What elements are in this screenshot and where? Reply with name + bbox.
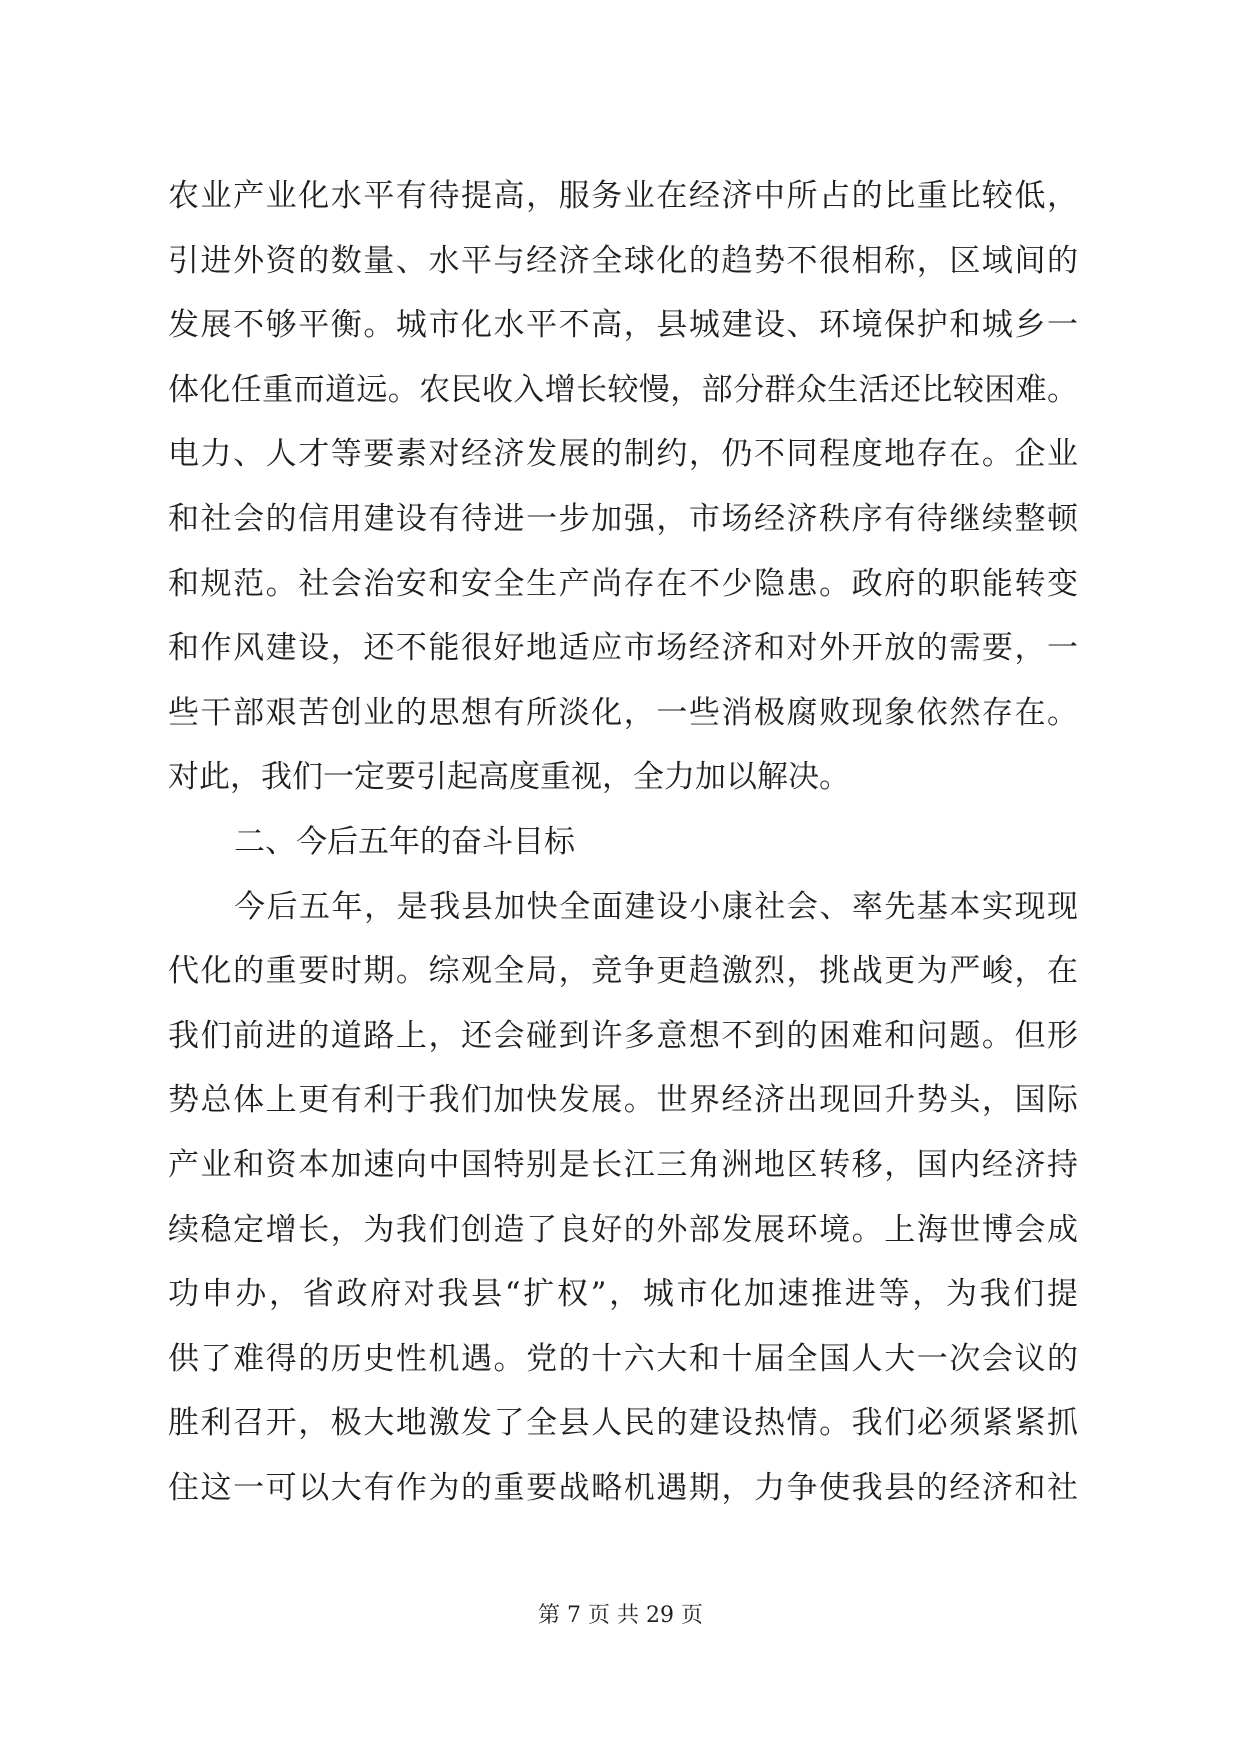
section-heading: 二、今后五年的奋斗目标: [234, 823, 575, 860]
body-line-4: 体化任重而道远。农民收入增长较慢，部分群众生活还比较困难。: [168, 371, 1078, 408]
body-line-2: 引进外资的数量、水平与经济全球化的趋势不很相称，区域间的: [168, 242, 1078, 279]
body-line-1: 农业产业化水平有待提高，服务业在经济中所占的比重比较低，: [168, 178, 1078, 214]
para2-line-9: 胜利召开，极大地激发了全县人民的建设热情。我们必须紧紧抓: [168, 1405, 1078, 1442]
para2-line-3: 我们前进的道路上，还会碰到许多意想不到的困难和问题。但形: [168, 1017, 1078, 1054]
body-line-9: 些干部艰苦创业的思想有所淡化，一些消极腐败现象依然存在。: [168, 694, 1078, 731]
para2-line-4: 势总体上更有利于我们加快发展。世界经济出现回升势头，国际: [168, 1082, 1078, 1119]
para2-line-8: 供了难得的历史性机遇。党的十六大和十届全国人大一次会议的: [168, 1340, 1078, 1377]
body-line-3: 发展不够平衡。城市化水平不高，县城建设、环境保护和城乡一: [168, 307, 1078, 344]
para2-line-1: 今后五年，是我县加快全面建设小康社会、率先基本实现现: [234, 888, 1078, 925]
page-number-footer: 第 7 页 共 29 页: [538, 1603, 703, 1628]
para2-line-7: 功申办，省政府对我县“扩权”，城市化加速推进等，为我们提: [168, 1276, 1078, 1313]
body-line-10: 对此，我们一定要引起高度重视，全力加以解决。: [168, 759, 850, 796]
para2-line-10: 住这一可以大有作为的重要战略机遇期，力争使我县的经济和社: [168, 1469, 1078, 1506]
document-body: [168, 164, 1078, 1520]
para2-line-6: 续稳定增长，为我们创造了良好的外部发展环境。上海世博会成: [168, 1211, 1078, 1248]
para2-line-5: 产业和资本加速向中国特别是长江三角洲地区转移，国内经济持: [168, 1146, 1078, 1183]
body-line-8: 和作风建设，还不能很好地适应市场经济和对外开放的需要，一: [168, 630, 1078, 667]
body-line-6: 和社会的信用建设有待进一步加强，市场经济秩序有待继续整顿: [168, 500, 1078, 537]
body-line-7: 和规范。社会治安和安全生产尚存在不少隐患。政府的职能转变: [168, 565, 1078, 602]
body-line-5: 电力、人才等要素对经济发展的制约，仍不同程度地存在。企业: [168, 436, 1078, 473]
para2-line-2: 代化的重要时期。综观全局，竞争更趋激烈，挑战更为严峻，在: [168, 953, 1078, 990]
